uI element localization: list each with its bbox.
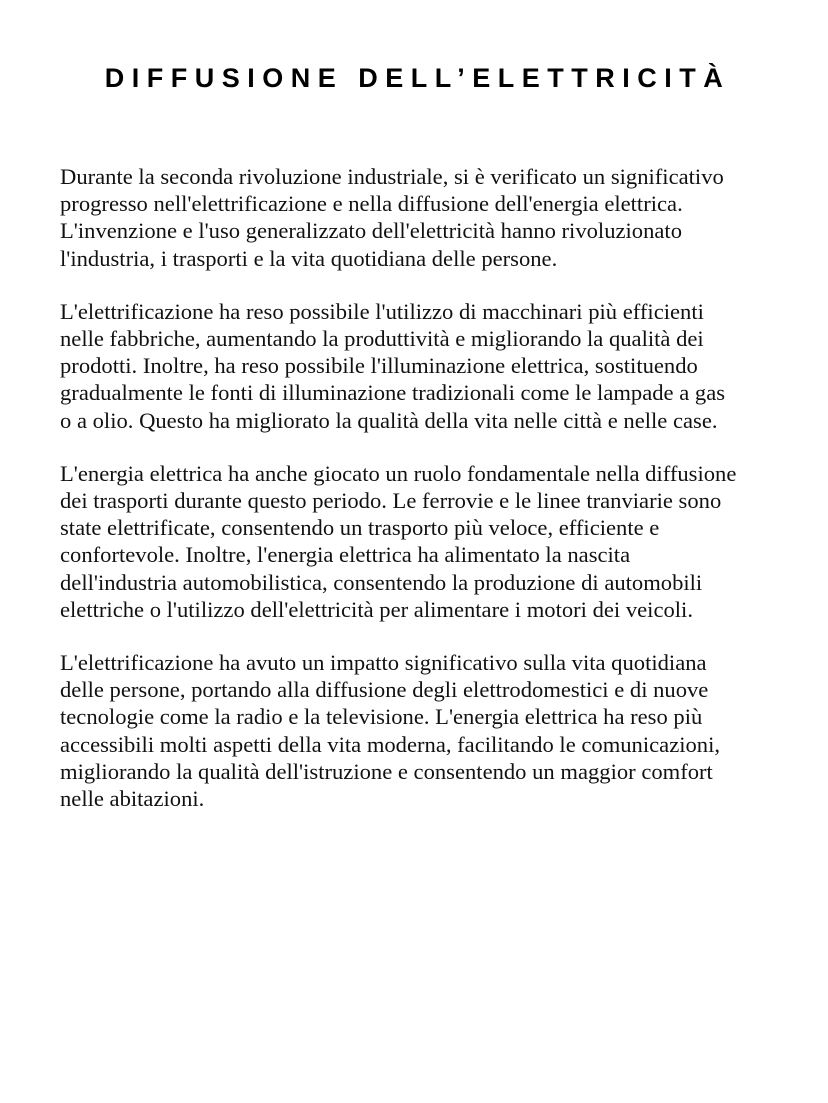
paragraph-daily-life: L'elettrificazione ha avuto un impatto significativo sulla vita quotidiana delle persone, portando alla diffusione degli elettrodomestici e di nuove tecnologie come la radio e la televisione. L'energia elettrica ha reso più accessibili molti aspetti della vita moderna, facilitando le comunicazioni, migliorando la qualità dell'istruzione e consentendo un maggior comfort nelle abitazioni. bbox=[60, 650, 721, 812]
document-body bbox=[60, 163, 776, 838]
page-title: DIFFUSIONE DELL’ELETTRICITÀ bbox=[104, 63, 731, 93]
paragraph-electrification-progress: Durante la seconda rivoluzione industriale, si è verificato un significativo progresso nell'elettrificazione e nella diffusione dell'energia elettrica. L'invenzione e l'uso generalizzato dell'elettricità hanno rivoluzionato l'industria, i trasporti e la vita quotidiana delle persone. bbox=[60, 164, 724, 271]
paragraph-transport: L'energia elettrica ha anche giocato un ruolo fondamentale nella diffusione dei trasporti durante questo periodo. Le ferrovie e le linee tranviarie sono state elettrificate, consentendo un trasporto più veloce, efficiente e confortevole. Inoltre, l'energia elettrica ha alimentato la nascita dell'industria automobilistica, consentendo la produzione di automobili elettriche o l'utilizzo dell'elettricità per alimentare i motori dei veicoli. bbox=[60, 460, 737, 622]
paragraph-factories-lighting: L'elettrificazione ha reso possibile l'utilizzo di macchinari più efficienti nelle fabbriche, aumentando la produttività e migliorando la qualità dei prodotti. Inoltre, ha reso possibile l'illuminazione elettrica, sostituendo gradualmente le fonti di illuminazione tradizionali come le lampade a gas o a olio. Questo ha migliorato la qualità della vita nelle città e nelle case. bbox=[60, 298, 726, 433]
